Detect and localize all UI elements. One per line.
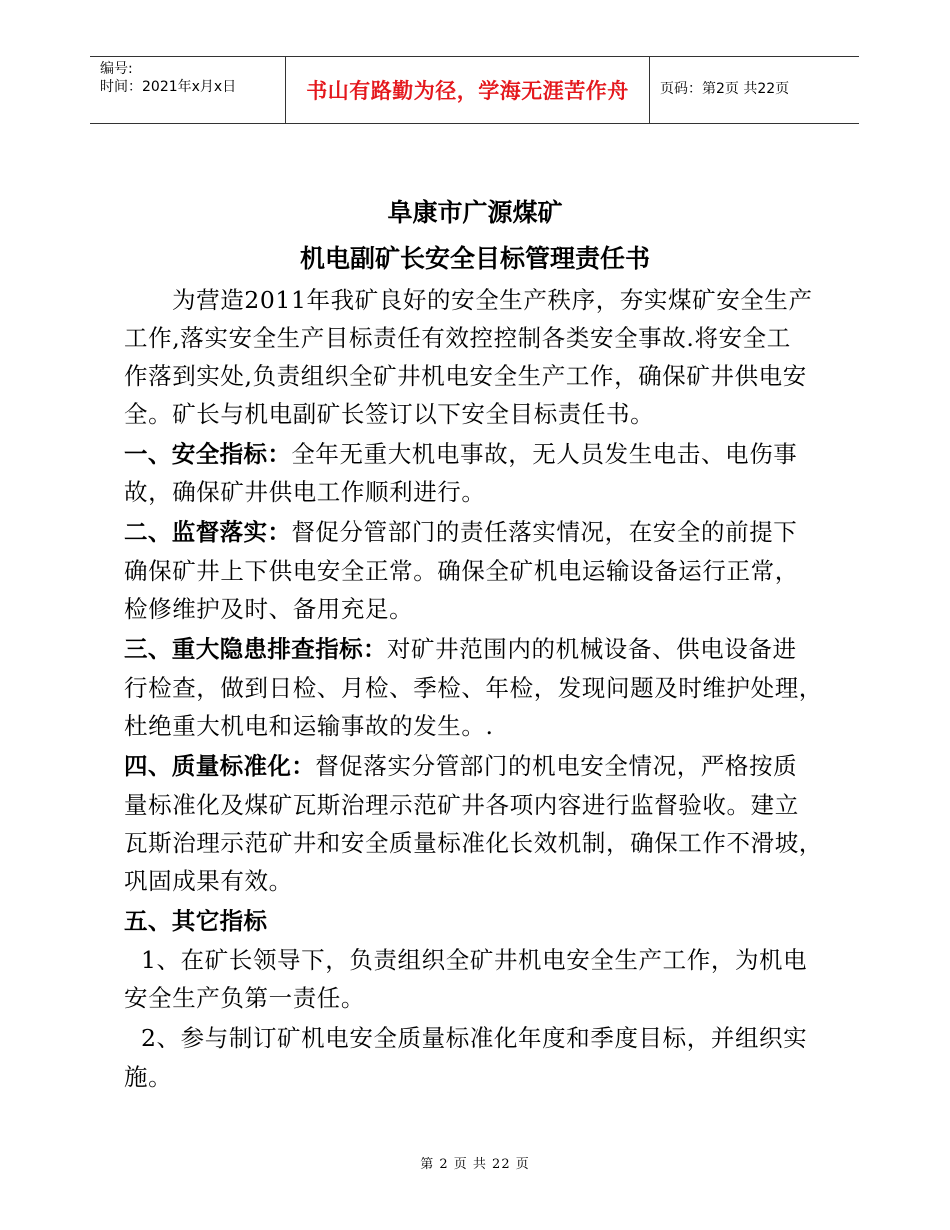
section-4-line: [124, 751, 829, 781]
document-title-org: 阜康市广源煤矿: [387, 198, 563, 227]
section-3-line: [124, 634, 829, 664]
section-1-line: [124, 439, 829, 469]
header-motto-cell: [286, 57, 650, 123]
header-motto: 书山有路勤为径，学海无涯苦作舟: [306, 79, 629, 103]
header-info-cell: [90, 57, 286, 123]
section-3-text: 杜绝重大机电和运输事故的发生。.: [124, 712, 494, 740]
item-1-text: 1、在矿长领导下，负责组织全矿井机电安全生产工作，为机电: [141, 946, 808, 974]
item-1-text: 安全生产负第一责任。: [124, 984, 365, 1012]
intro-line: 工作,落实安全生产目标责任有效控控制各类安全事故.将安全工: [124, 324, 791, 352]
page-footer: 第 2 页 共 22 页: [420, 1157, 530, 1172]
section-1-heading: 一、安全指标：: [124, 440, 292, 468]
page-header: [90, 56, 859, 124]
document-time-label: 时间：2021年x月x日: [100, 79, 237, 95]
section-2-heading: 二、监督落实：: [124, 518, 292, 546]
section-1-text: 全年无重大机电事故，无人员发生电击、电伤事: [291, 440, 798, 468]
section-2-text: 确保矿井上下供电安全正常。确保全矿机电运输设备运行正常，: [124, 557, 799, 585]
item-2-text: 2、参与制订矿机电安全质量标准化年度和季度目标，并组织实: [141, 1024, 808, 1052]
section-4-heading: 四、质量标准化：: [124, 752, 316, 780]
section-4-text: 瓦斯治理示范矿井和安全质量标准化长效机制，确保工作不滑坡，: [124, 829, 823, 857]
intro-line: 为营造2011年我矿良好的安全生产秩序，夯实煤矿安全生产: [172, 286, 813, 314]
header-page-label: 页码：第2页 共22页: [660, 81, 790, 97]
section-4-text: 量标准化及煤矿瓦斯治理示范矿井各项内容进行监督验收。建立: [124, 791, 799, 819]
section-2-text: 督促分管部门的责任落实情况，在安全的前提下: [291, 518, 798, 546]
item-2-text: 施。: [124, 1063, 173, 1091]
section-1-text: 故，确保矿井供电工作顺利进行。: [124, 478, 486, 506]
section-5-heading: 五、其它指标: [124, 907, 268, 935]
intro-line: 作落到实处,负责组织全矿井机电安全生产工作，确保矿井供电安: [124, 362, 807, 390]
intro-line: 全。矿长与机电副矿长签订以下安全目标责任书。: [124, 400, 655, 428]
section-3-text: 行检查，做到日检、月检、季检、年检，发现问题及时维护处理，: [124, 674, 823, 702]
section-3-heading: 三、重大隐患排查指标：: [124, 635, 387, 663]
section-4-text: 督促落实分管部门的机电安全情况，严格按质: [315, 752, 798, 780]
header-page-cell: [650, 57, 859, 123]
section-4-text: 巩固成果有效。: [124, 867, 293, 895]
document-code-label: 编号:: [100, 61, 133, 77]
section-2-text: 检修维护及时、备用充足。: [124, 595, 414, 623]
section-2-line: [124, 517, 829, 547]
section-3-text: 对矿井范围内的机械设备、供电设备进: [386, 635, 797, 663]
document-title-main: 机电副矿长安全目标管理责任书: [299, 244, 650, 273]
